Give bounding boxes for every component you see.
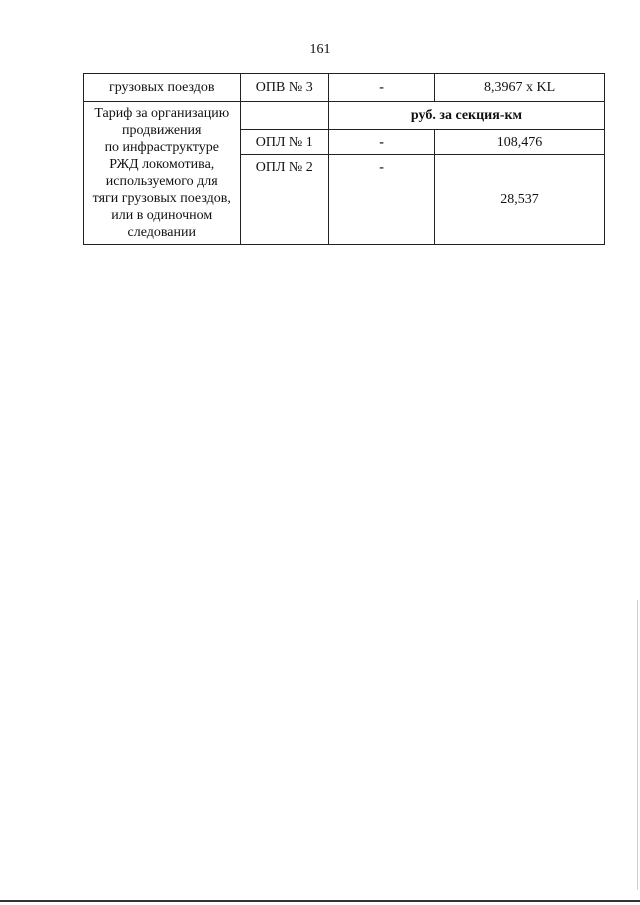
- description-line: следовании: [127, 225, 196, 240]
- cell-dash: -: [329, 74, 435, 102]
- tariff-table: [83, 73, 605, 245]
- cell-category: грузовых поездов: [84, 74, 241, 102]
- scan-edge: [0, 900, 640, 902]
- description-line: Тариф за организацию: [94, 106, 230, 121]
- table-row: [84, 102, 605, 130]
- description-line: используемого для: [105, 174, 218, 189]
- cell-code: ОПЛ № 2: [240, 154, 329, 244]
- cell-value: 108,476: [435, 130, 605, 154]
- description-line: РЖД локомотива,: [109, 157, 215, 172]
- cell-code: ОПВ № 3: [240, 74, 329, 102]
- scan-edge: [637, 600, 638, 890]
- table-row: [84, 74, 605, 102]
- description-line: продвижения: [122, 123, 202, 138]
- cell-empty: [240, 102, 329, 130]
- description-line: или в одиночном: [111, 208, 213, 223]
- cell-dash: -: [329, 154, 435, 244]
- cell-dash: -: [329, 130, 435, 154]
- cell-value: 28,537: [435, 154, 605, 244]
- description-line: тяги грузовых поездов,: [92, 191, 231, 206]
- cell-tariff-description: [84, 102, 241, 245]
- description-line: по инфраструктуре: [104, 140, 219, 155]
- cell-unit: руб. за секция-км: [329, 102, 605, 130]
- page-number: 161: [309, 42, 331, 57]
- cell-value: 8,3967 x KL: [435, 74, 605, 102]
- cell-code: ОПЛ № 1: [240, 130, 329, 154]
